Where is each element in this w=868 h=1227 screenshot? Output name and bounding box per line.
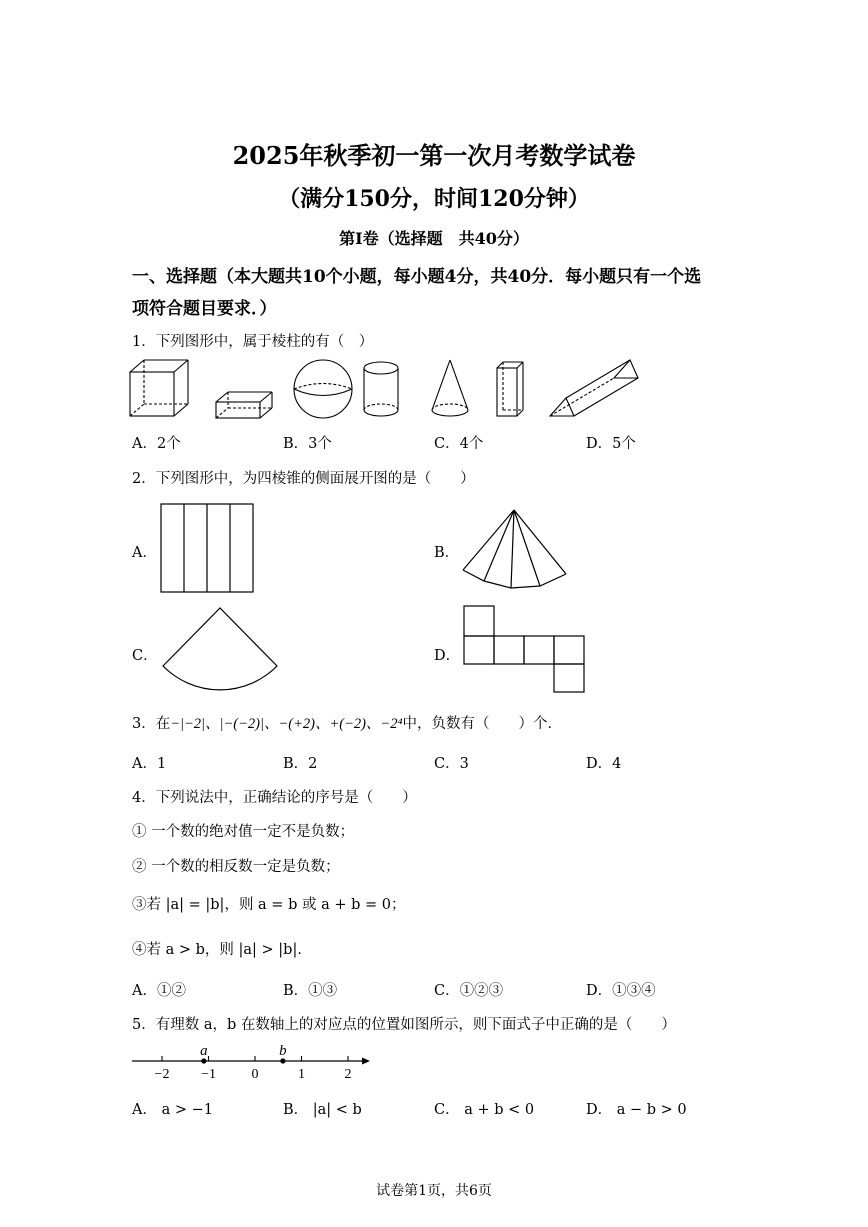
number-line-point-b-label: b [279,1043,287,1059]
q4-stem: 4．下列说法中，正确结论的序号是（ ） [132,790,417,806]
q3-option-b[interactable]: B．2 [283,756,318,772]
q3-prefix: 3．在 [132,716,171,732]
q2-nets-figure [0,500,868,700]
q4-statement-2: ② 一个数的相反数一定是负数； [132,859,340,875]
q3-suffix: 中，负数有（ ）个． [402,716,563,732]
q2-net-a-rectangles [161,504,253,592]
sphere-figure [294,360,352,418]
q4-option-d[interactable]: D．①③④ [586,983,656,999]
number-line-tick-label: 2 [344,1067,352,1082]
q3-stem [132,712,562,733]
number-line-tick-label: −2 [154,1067,170,1082]
cone-figure [432,360,468,416]
cuboid-figure [216,392,272,418]
q3-option-c[interactable]: C．3 [434,756,469,772]
page-footer: 试卷第1页，共6页 [376,1183,492,1199]
cylinder-figure [364,362,398,416]
q4-statement-4: ④若 a > b，则 |a| > |b|． [132,942,312,958]
section-heading-line1: 一、选择题（本大题共10个小题，每小题4分，共40分．每小题只有一个选 [132,267,702,287]
number-line-tick-label: −1 [201,1067,216,1082]
q5-option-a[interactable]: A． a > −1 [132,1102,213,1118]
q4-option-b[interactable]: B．①③ [283,983,338,999]
q1-option-b[interactable]: B．3个 [283,436,332,452]
number-line-tick-label: 1 [298,1067,305,1082]
number-line-point-a-label: a [200,1043,208,1059]
q4-statement-3: ③若 |a| = |b|，则 a = b 或 a + b = 0； [132,897,406,913]
q5-option-b[interactable]: B． |a| < b [283,1102,362,1118]
number-line-arrow [362,1058,370,1065]
tall-prism-figure [497,362,523,416]
triangular-prism-figure [550,360,638,416]
q1-option-d[interactable]: D．5个 [586,436,636,452]
q4-option-a[interactable]: A．①② [132,983,186,999]
q5-option-c[interactable]: C． a + b < 0 [434,1102,535,1118]
q3-option-d[interactable]: D．4 [586,756,622,772]
number-line-point-b [280,1058,285,1063]
q2-net-b-fan-triangles [463,510,566,588]
exam-subtitle: （满分150分，时间120分钟） [278,186,590,212]
q4-statement-1: ① 一个数的绝对值一定不是负数； [132,824,355,840]
q1-solids-figure [0,358,868,418]
number-line-figure [130,1040,390,1080]
q2-label-a[interactable]: A． [132,545,157,561]
number-line-tick-label: 0 [251,1067,259,1082]
volume-heading: 第Ⅰ卷（选择题 共40分） [339,229,529,248]
q2-label-b[interactable]: B． [434,545,460,561]
q3-option-a[interactable]: A．1 [132,756,167,772]
q2-net-d-squares [464,606,584,692]
q2-stem: 2．下列图形中，为四棱锥的侧面展开图的是（ ） [132,471,475,487]
number-line-point-a [201,1058,206,1063]
q3-expression: −|−2|、|−(−2)|、−(+2)、+(−2)、−2⁴ [170,716,403,732]
q1-option-c[interactable]: C．4个 [434,436,484,452]
q1-option-a[interactable]: A．2个 [132,436,181,452]
exam-title: 2025年秋季初一第一次月考数学试卷 [232,141,636,170]
q5-stem: 5．有理数 a，b 在数轴上的对应点的位置如图所示，则下面式子中正确的是（ ） [132,1017,676,1033]
q4-option-c[interactable]: C．①②③ [434,983,504,999]
q2-label-d[interactable]: D． [434,648,461,664]
section-heading-line2: 项符合题目要求．） [132,299,277,319]
q1-stem: 1．下列图形中，属于棱柱的有（ ） [132,334,374,350]
cube-figure [130,360,188,416]
q2-label-c[interactable]: C． [132,648,158,664]
q2-net-c-sector [163,608,277,690]
q5-option-d[interactable]: D． a − b > 0 [586,1102,687,1118]
